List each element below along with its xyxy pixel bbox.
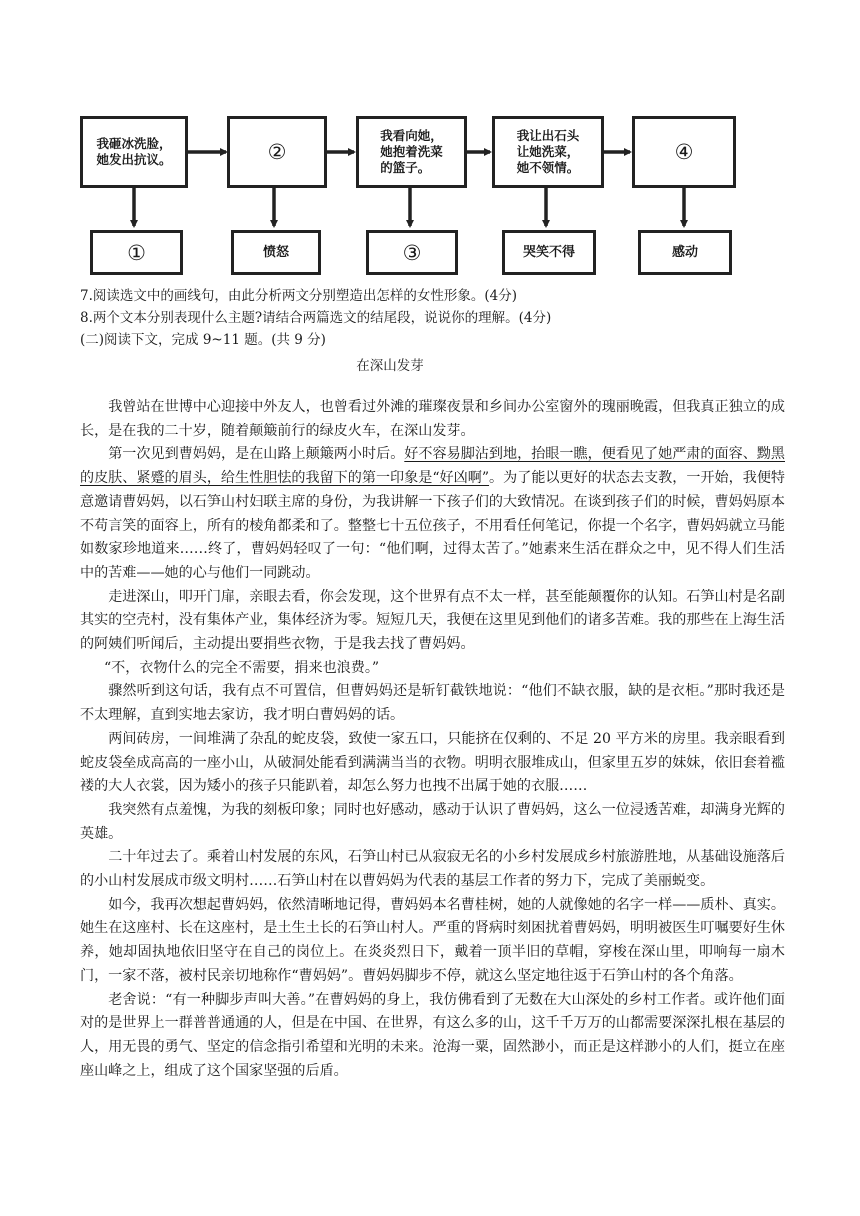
- paragraph: 走进深山，叩开门扉，亲眼去看，你会发现，这个世界有点不太一样，甚至能颠覆你的认知。石笋山村是名副其实的空壳村，没有集体产业，集体经济为零。短短几天，我便在这里见到他们的诸多苦难。我的那些在上海生活的阿姨们听闻后，主动提出要捐些衣物，于是我去找了曹妈妈。: [80, 588, 785, 653]
- flow-result-5: 感动: [638, 230, 732, 275]
- article-title: 在深山发芽: [356, 358, 424, 374]
- paragraph: 我曾站在世博中心迎接中外友人，也曾看过外滩的璀璨夜景和乡间办公室窗外的瑰丽晚霞，但我真正独立的成长，是在我的二十岁，随着颠簸前行的绿皮火车，在深山发芽。: [80, 399, 785, 439]
- paragraph: 二十年过去了。乘着山村发展的东风，石笋山村已从寂寂无名的小乡村发展成乡村旅游胜地，从基础设施落后的小山村发展成市级文明村……石笋山村在以曹妈妈为代表的基层工作者的努力下，完成了美丽蜕变。: [80, 849, 785, 890]
- flow-box-3: 我看向她， 她抱着洗菜 的篮子。: [356, 116, 467, 188]
- paragraph: 我突然有点羞愧，为我的刻板印象；同时也好感动，感动于认识了曹妈妈，这么一位浸透苦难，却满身光辉的英雄。: [80, 801, 785, 842]
- paragraph: [80, 443, 785, 585]
- underlined-sentence: 好不容易脚沾到地，抬眼一瞧，便看见了她严肃的面容、黝黑的皮肤、紧蹙的眉头，给生性胆怯的我留下的第一印象是“好凶啊”: [80, 446, 785, 487]
- paragraph: 老舍说：“有一种脚步声叫大善。”在曹妈妈的身上，我仿佛看到了无数在大山深处的乡村工作者。或许他们面对的是世界上一群普普通通的人，但是在中国、在世界，有这么多的山，这千千万万的山都需要深深扎根在基层的人，用无畏的勇气、坚定的信念指引希望和光明的未来。沧海一粟，固然渺小，而正是这样渺小的人们，挺立在座座山峰之上，组成了这个国家坚强的后盾。: [80, 991, 785, 1079]
- flow-box-5: ④: [632, 116, 736, 188]
- flow-result-4: 哭笑不得: [502, 230, 596, 275]
- paragraph-text: 。为了能以更好的状态去支教，一开始，我便特意邀请曹妈妈，以石笋山村妇联主席的身份，为我讲解一下孩子们的大致情况。在谈到孩子们的时候，曹妈妈原本不苟言笑的面容上，所有的棱角都柔和了。整整七十五位孩子，不用看任何笔记，你提一个名字，曹妈妈就立马能如数家珍地道来……终了，曹妈妈轻叹了一句：“他们啊，过得太苦了。”她素来生活在群众之中，见不得人们生活中的苦难——她的心与他们一同跳动。: [80, 470, 786, 581]
- flow-box-2: ②: [227, 116, 327, 188]
- flow-result-2: 愤怒: [231, 230, 321, 275]
- paragraph: “不，衣物什么的完全不需要，捐来也浪费。”: [103, 659, 380, 676]
- question-7: 7.阅读选文中的画线句，由此分析两文分别塑造出怎样的女性形象。(4分): [80, 288, 518, 304]
- flowchart: [0, 0, 860, 290]
- question-8: 8.两个文本分别表现什么主题?请结合两篇选文的结尾段，说说你的理解。(4分): [80, 310, 552, 326]
- flow-result-3: ③: [366, 230, 458, 275]
- article-body: [80, 396, 785, 1083]
- paragraph: 骤然听到这句话，我有点不可置信，但曹妈妈还是斩钉截铁地说：“他们不缺衣服，缺的是衣柜。”那时我还是不太理解，直到实地去家访，我才明白曹妈妈的话。: [80, 683, 785, 724]
- flow-box-4: 我让出石头 让她洗菜， 她不领情。: [492, 116, 604, 188]
- flow-result-1: ①: [90, 230, 183, 275]
- flow-box-1: 我砸冰洗脸， 她发出抗议。: [80, 116, 188, 188]
- paragraph: 如今，我再次想起曹妈妈，依然清晰地记得，曹妈妈本名曹桂树，她的人就像她的名字一样——质朴、真实。她生在这座村、长在这座村，是土生土长的石笋山村人。严重的肾病时刻困扰着曹妈妈，明明被医生叮嘱要好生休养，她却固执地依旧坚守在自己的岗位上。在炎炎烈日下，戴着一顶半旧的草帽，穿梭在深山里，叩响每一扇木门，一家不落，被村民亲切地称作“曹妈妈”。曹妈妈脚步不停，就这么坚定地往返于石笋山村的各个角落。: [80, 896, 785, 984]
- paragraph: 两间砖房，一间堆满了杂乱的蛇皮袋，致使一家五口，只能挤在仅剩的、不足 20 平方米的房里。我亲眼看到蛇皮袋垒成高高的一座小山，从破洞处能看到满满当当的衣物。明明衣服堆成山，但家里五岁的妹妹，依旧套着褴褛的大人衣裳，因为矮小的孩子只能趴着，却怎么努力也拽不出属于她的衣服……: [80, 730, 785, 795]
- paragraph-text: 第一次见到曹妈妈，是在山路上颠簸两小时后。: [108, 446, 405, 463]
- section-heading: (二)阅读下文，完成 9~11 题。(共 9 分): [80, 332, 326, 348]
